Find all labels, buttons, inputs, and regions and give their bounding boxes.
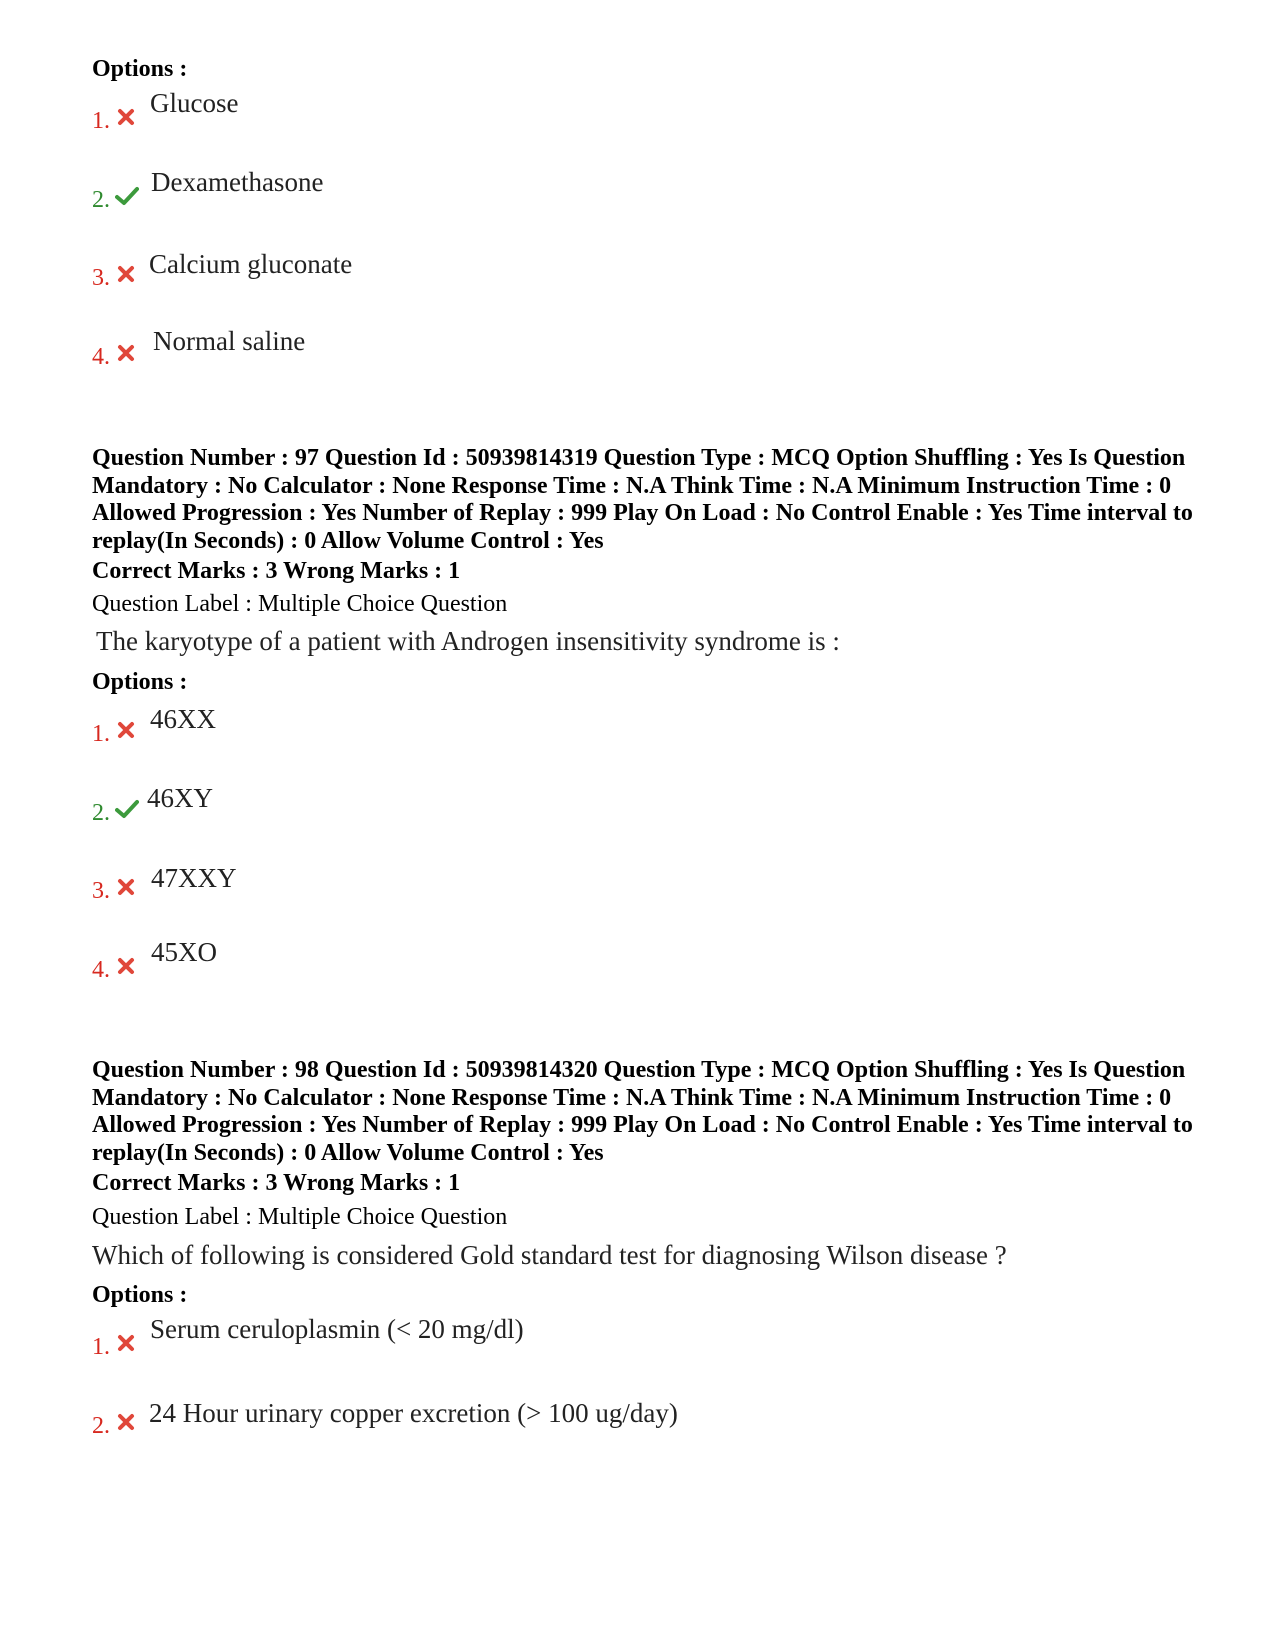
option-number: 1. <box>92 1334 110 1360</box>
cross-icon <box>117 344 135 362</box>
option-text: Calcium gluconate <box>149 249 353 279</box>
cross-icon <box>117 721 135 739</box>
cross-icon <box>117 265 135 283</box>
question-meta: Question Number : 98 Question Id : 50939814320 Question Type : MCQ Option Shuffling : Yes Is Question Mandatory : No Calculator : None Response Time : N.A Think Time : N.A Minimum Instruction Time : 0 Allowed Progression : Yes Number of Replay : 999 Play On Load : No Control Enable : Yes Time interval to replay(In Seconds) : 0 Allow Volume Control : Yes <box>92 1057 1193 1166</box>
option-text: Dexamethasone <box>151 167 324 197</box>
question-meta: Question Number : 97 Question Id : 50939814319 Question Type : MCQ Option Shuffling : Yes Is Question Mandatory : No Calculator : None Response Time : N.A Think Time : N.A Minimum Instruction Time : 0 Allowed Progression : Yes Number of Replay : 999 Play On Load : No Control Enable : Yes Time interval to replay(In Seconds) : 0 Allow Volume Control : Yes <box>92 445 1193 554</box>
question-marks: Correct Marks : 3 Wrong Marks : 1 <box>92 1170 461 1196</box>
cross-icon <box>117 957 135 975</box>
option-number: 3. <box>92 878 110 904</box>
option-text: 47XXY <box>151 863 237 893</box>
option-text: 45XO <box>151 937 217 967</box>
option-number: 1. <box>92 108 110 134</box>
option-number: 2. <box>92 1413 110 1439</box>
question-label: Question Label : Multiple Choice Question <box>92 591 508 617</box>
cross-icon <box>117 1334 135 1352</box>
check-icon <box>115 799 139 819</box>
option-text: 46XX <box>150 704 216 734</box>
question-label: Question Label : Multiple Choice Question <box>92 1204 508 1230</box>
question-marks: Correct Marks : 3 Wrong Marks : 1 <box>92 558 461 584</box>
cross-icon <box>117 878 135 896</box>
options-heading: Options : <box>92 669 188 695</box>
question-text: Which of following is considered Gold standard test for diagnosing Wilson disease ? <box>92 1240 1007 1270</box>
options-heading: Options : <box>92 1282 188 1308</box>
options-heading: Options : <box>92 56 188 82</box>
option-text: Serum ceruloplasmin (< 20 mg/dl) <box>150 1314 524 1344</box>
option-number: 2. <box>92 187 110 213</box>
option-text: Glucose <box>150 88 239 118</box>
option-number: 2. <box>92 800 110 826</box>
option-text: Normal saline <box>153 326 306 356</box>
option-number: 3. <box>92 265 110 291</box>
cross-icon <box>117 1413 135 1431</box>
option-number: 1. <box>92 721 110 747</box>
question-text: The karyotype of a patient with Androgen insensitivity syndrome is : <box>96 626 840 656</box>
option-number: 4. <box>92 344 110 370</box>
option-text: 24 Hour urinary copper excretion (> 100 ug/day) <box>149 1398 678 1428</box>
check-icon <box>115 186 139 206</box>
option-number: 4. <box>92 957 110 983</box>
option-text: 46XY <box>147 783 213 813</box>
cross-icon <box>117 108 135 126</box>
